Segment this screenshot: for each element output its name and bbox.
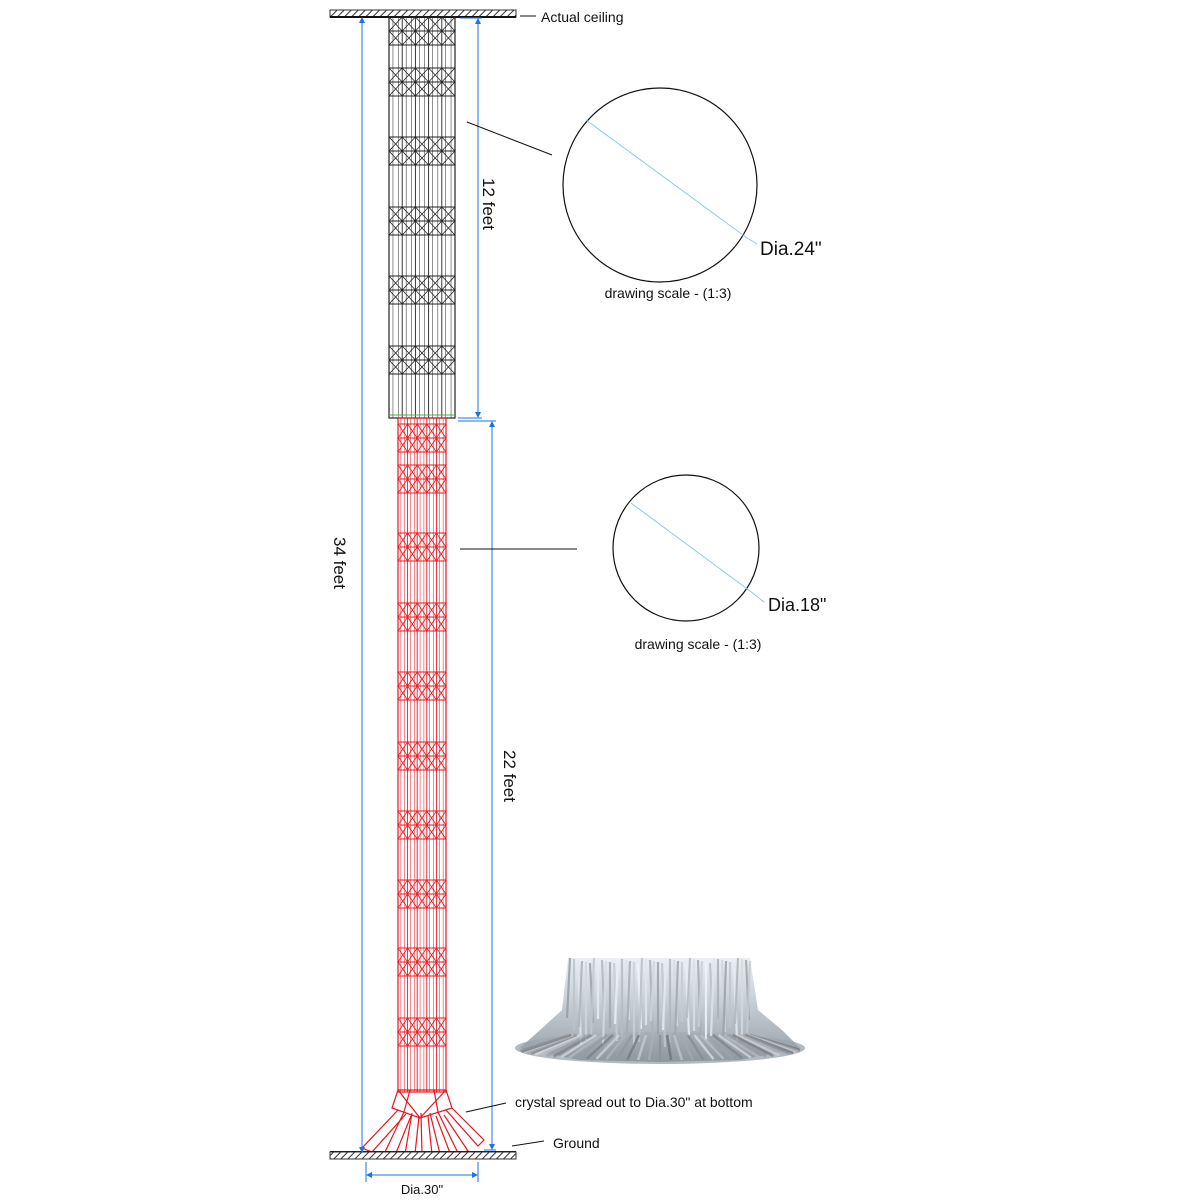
detail-circle-18 [613, 475, 764, 621]
bottom-note-leader [466, 1103, 506, 1112]
ground-leader [512, 1141, 544, 1146]
bottom-diameter-label: Dia.30" [400, 1182, 444, 1197]
bottom-note-label: crystal spread out to Dia.30" at bottom [515, 1094, 753, 1110]
crystal-spread-photo [515, 958, 805, 1064]
bottom-diameter-dimension [366, 1162, 478, 1182]
detail-24-leader [467, 122, 552, 155]
upper-crystal-column [389, 17, 455, 418]
lower-height-dimension [458, 421, 496, 1150]
ground-slab [330, 1152, 516, 1159]
lower-crystal-column [398, 418, 446, 1092]
crystal-flare-bottom [362, 1090, 484, 1154]
upper-height-label: 12 feet [479, 178, 498, 230]
detail-24-scale-label: drawing scale - (1:3) [604, 285, 732, 301]
lower-height-label: 22 feet [500, 750, 519, 802]
detail-circle-24 [563, 88, 757, 282]
ceiling-slab [330, 10, 516, 17]
upper-height-dimension [458, 18, 482, 418]
detail-18-scale-label: drawing scale - (1:3) [634, 636, 762, 652]
detail-18-diameter-label: Dia.18" [768, 595, 827, 615]
ceiling-label: Actual ceiling [541, 9, 624, 25]
detail-24-diameter-label: Dia.24" [760, 239, 822, 260]
ground-label: Ground [553, 1135, 600, 1151]
total-height-label: 34 feet [330, 537, 349, 589]
